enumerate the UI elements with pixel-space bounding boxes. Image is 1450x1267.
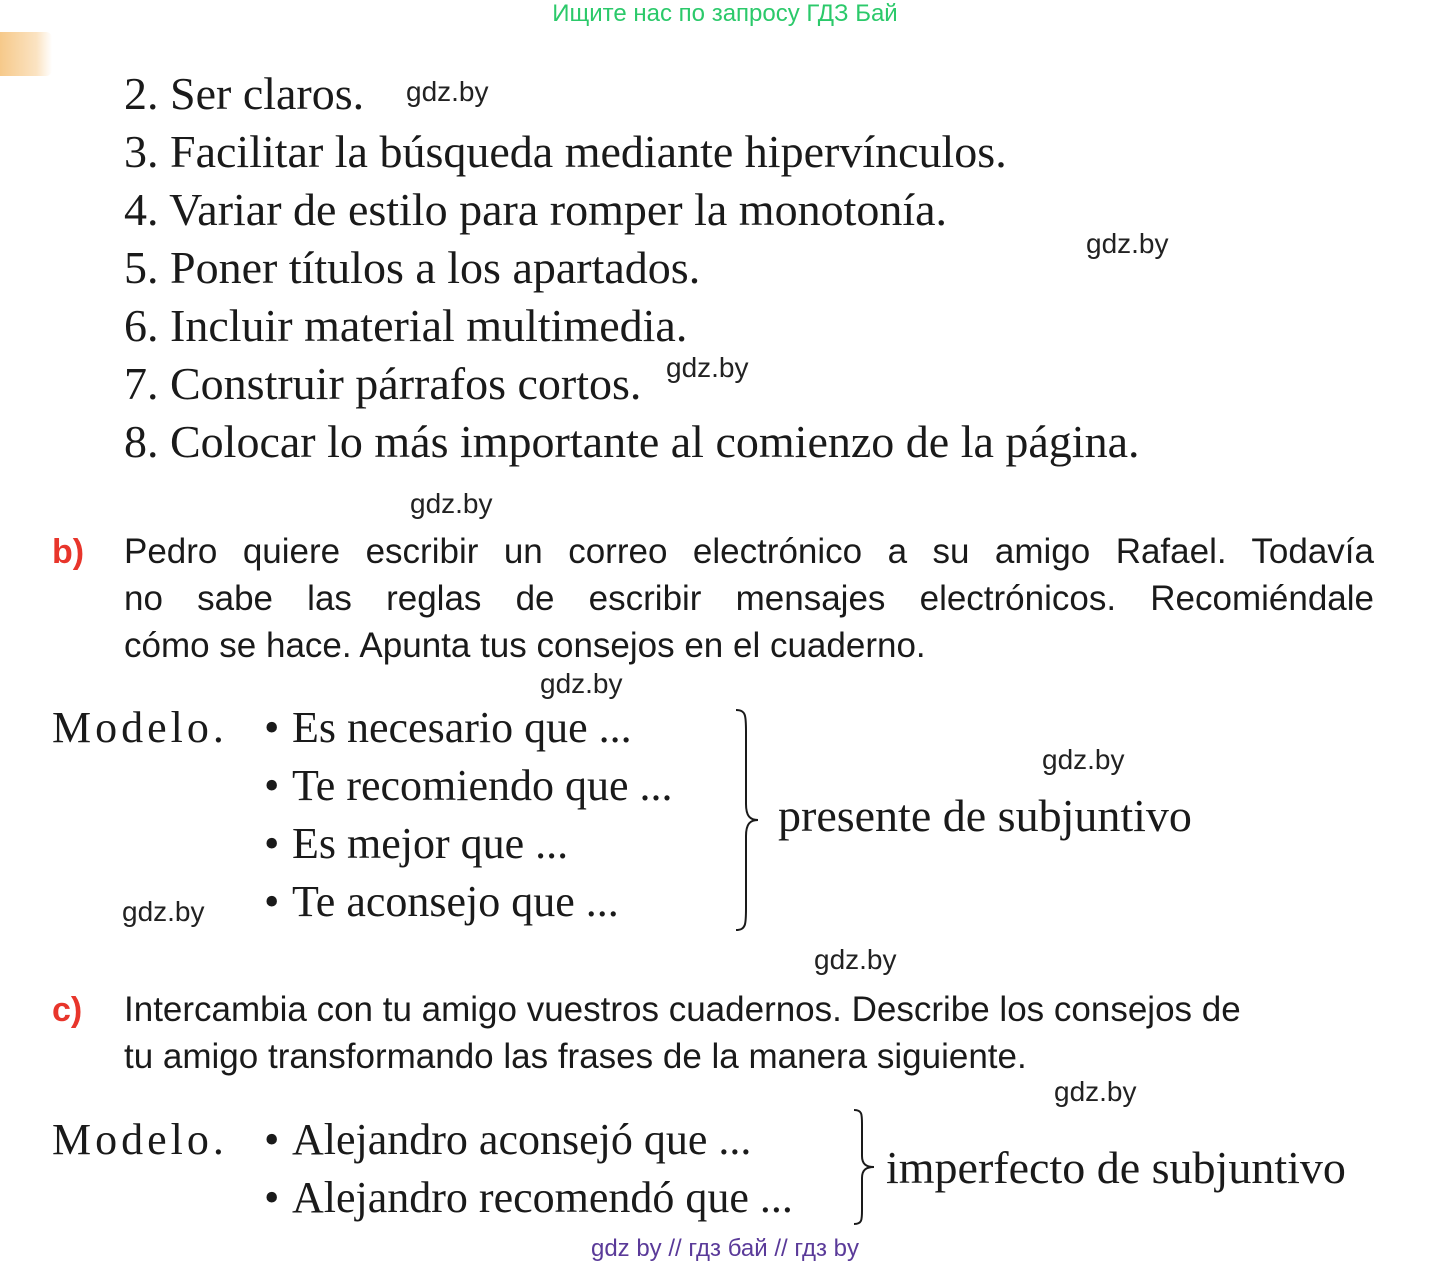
bullet-dot: • xyxy=(264,1173,280,1222)
modelo-b-bullet xyxy=(264,818,568,870)
watermark: gdz.by xyxy=(122,896,205,927)
watermark: gdz.by xyxy=(814,944,897,975)
watermark: gdz.by xyxy=(410,488,493,519)
curly-brace-icon xyxy=(732,708,762,932)
bullet-text: Es mejor que ... xyxy=(292,819,569,868)
task-c-line: tu amigo transformando las frases de la manera siguiente. xyxy=(124,1037,1027,1076)
list-item: 3. Facilitar la búsqueda mediante hipervínculos. xyxy=(124,126,1007,177)
list-item: 7. Construir párrafos cortos. xyxy=(124,358,642,409)
watermark: gdz.by xyxy=(1054,1076,1137,1107)
bullet-text: Es necesario que ... xyxy=(292,703,632,752)
modelo-b-brace-label: presente de subjuntivo xyxy=(778,790,1192,841)
page-corner-tab xyxy=(0,32,52,76)
modelo-b-bullet xyxy=(264,876,619,928)
curly-brace-icon xyxy=(850,1108,880,1226)
watermark: gdz.by xyxy=(1086,228,1169,259)
watermark: gdz.by xyxy=(406,76,489,107)
watermark: gdz.by xyxy=(1042,744,1125,775)
task-b-line: no sabe las reglas de escribir mensajes electrónicos. Recomiéndale xyxy=(124,579,1374,618)
modelo-b-label: Modelo. xyxy=(52,703,228,752)
bullet-dot: • xyxy=(264,877,280,926)
bullet-dot: • xyxy=(264,761,280,810)
bullet-text: Te aconsejo que ... xyxy=(292,877,619,926)
bullet-text: Alejandro recomendó que ... xyxy=(292,1173,793,1222)
bullet-dot: • xyxy=(264,703,280,752)
task-b-line: cómo se hace. Apunta tus consejos en el cuaderno. xyxy=(124,626,926,665)
modelo-c-brace-label: imperfecto de subjuntivo xyxy=(886,1142,1346,1193)
task-c-letter: c) xyxy=(52,991,83,1029)
list-item: 5. Poner títulos a los apartados. xyxy=(124,242,701,293)
task-c-text xyxy=(124,986,1374,1080)
footer-links[interactable]: gdz by // гдз бай // гдз by xyxy=(590,1235,860,1262)
task-b-text xyxy=(124,528,1374,669)
bullet-text: Te recomiendo que ... xyxy=(292,761,673,810)
bullet-text: Alejandro aconsejó que ... xyxy=(292,1115,752,1164)
bullet-dot: • xyxy=(264,819,280,868)
modelo-c-label: Modelo. xyxy=(52,1115,228,1164)
task-c-line: Intercambia con tu amigo vuestros cuadernos. Describe los consejos de xyxy=(124,990,1241,1029)
modelo-b-bullet xyxy=(264,702,632,754)
task-b-line: Pedro quiere escribir un correo electrónico a su amigo Rafael. Todavía xyxy=(124,532,1374,571)
watermark: gdz.by xyxy=(666,352,749,383)
list-item: 6. Incluir material multimedia. xyxy=(124,300,688,351)
modelo-b-bullet xyxy=(264,760,673,812)
top-banner[interactable]: Ищите нас по запросу ГДЗ Бай xyxy=(552,0,898,27)
task-b-letter: b) xyxy=(52,533,85,571)
list-item: 4. Variar de estilo para romper la monotonía. xyxy=(124,184,948,235)
bullet-dot: • xyxy=(264,1115,280,1164)
watermark: gdz.by xyxy=(540,668,623,699)
modelo-c-bullet xyxy=(264,1114,751,1166)
list-item: 2. Ser claros. xyxy=(124,68,365,119)
list-item: 8. Colocar lo más importante al comienzo de la página. xyxy=(124,416,1140,467)
modelo-c-bullet xyxy=(264,1172,793,1224)
